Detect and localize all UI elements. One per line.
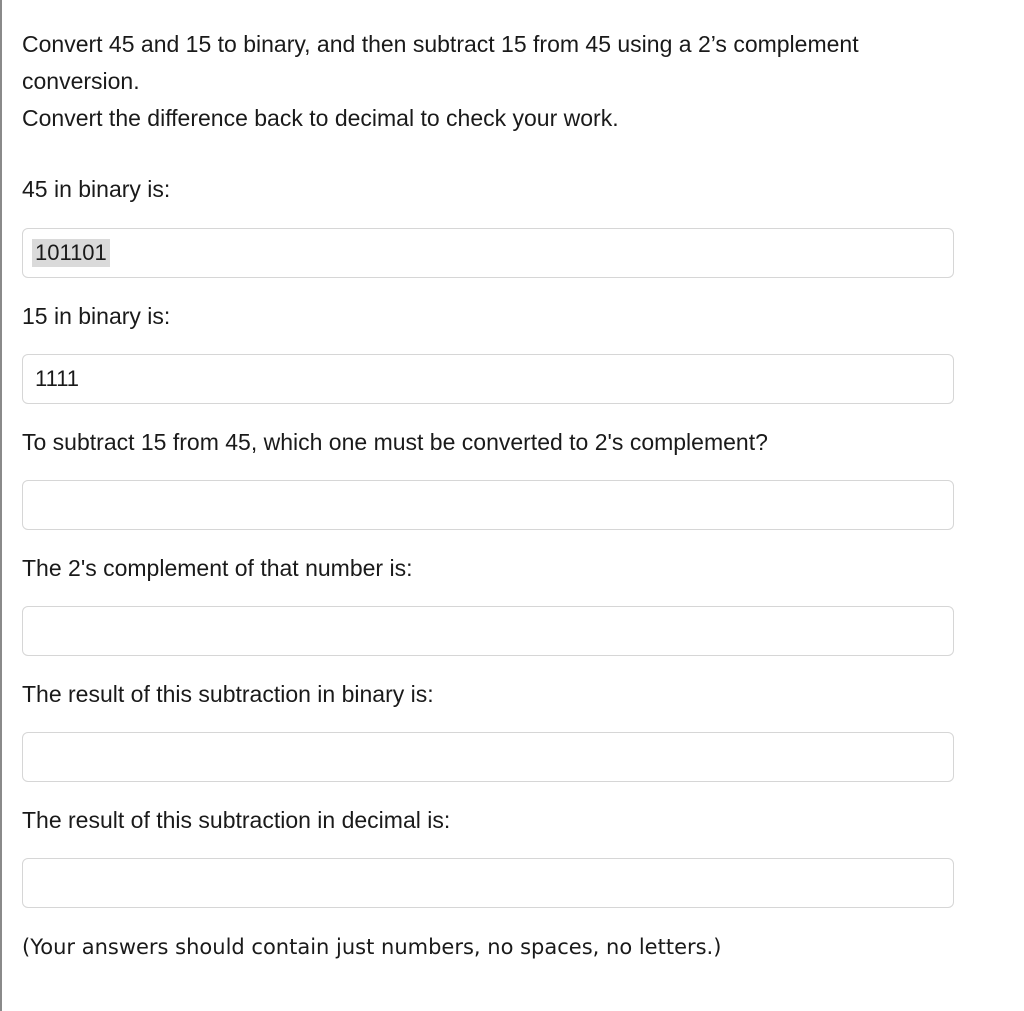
answer-format-note: (Your answers should contain just numbers, no spaces, no letters.) <box>22 935 722 959</box>
question-prompt <box>22 0 972 137</box>
label-15-binary: 15 in binary is: <box>22 303 171 329</box>
input-15-binary-value: 1111 <box>35 366 80 391</box>
label-which-complement: To subtract 15 from 45, which one must be converted to 2's complement? <box>22 429 768 455</box>
label-result-binary: The result of this subtraction in binary is: <box>22 681 434 707</box>
label-45-binary: 45 in binary is: <box>22 176 171 202</box>
label-result-decimal: The result of this subtraction in decimal is: <box>22 807 451 833</box>
input-twos-complement[interactable] <box>22 606 954 656</box>
question-container <box>22 0 972 959</box>
left-border <box>0 0 2 1011</box>
input-which-complement[interactable] <box>22 480 954 530</box>
prompt-line-1: Convert 45 and 15 to binary, and then subtract 15 from 45 using a 2’s complement <box>22 31 859 57</box>
label-twos-complement: The 2's complement of that number is: <box>22 555 413 581</box>
input-15-binary[interactable] <box>22 354 954 404</box>
prompt-line-3: Convert the difference back to decimal to check your work. <box>22 105 619 131</box>
input-45-binary-value: 101101 <box>32 239 110 267</box>
prompt-line-2: conversion. <box>22 68 140 94</box>
input-45-binary[interactable] <box>22 228 954 278</box>
input-result-decimal[interactable] <box>22 858 954 908</box>
input-result-binary[interactable] <box>22 732 954 782</box>
